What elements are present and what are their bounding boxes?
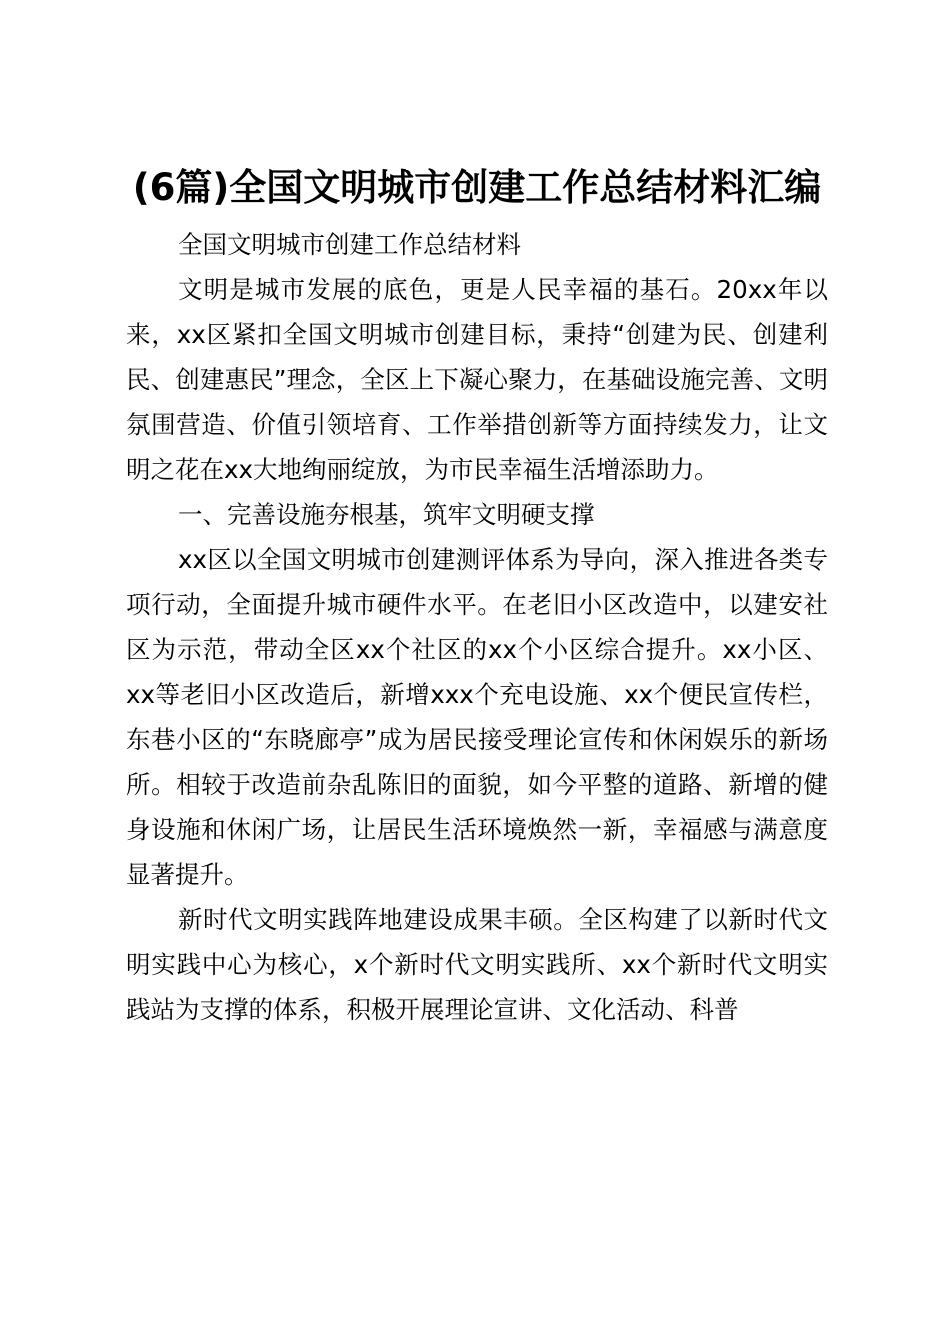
body-paragraph: 新时代文明实践阵地建设成果丰硕。全区构建了以新时代文明实践中心为核心，x个新时代文明实践所、xx个新时代文明实践站为支撑的体系，积极开展理论宣讲、文化活动、科普 <box>126 905 828 1024</box>
subtitle-paragraph: 全国文明城市创建工作总结材料 <box>178 230 521 259</box>
document-title: (6篇)全国文明城市创建工作总结材料汇编 <box>132 166 822 209</box>
section-heading: 一、完善设施夯根基，筑牢文明硬支撑 <box>178 500 595 529</box>
document-body <box>126 222 828 1032</box>
intro-paragraph: 文明是城市发展的底色，更是人民幸福的基石。20xx年以来，xx区紧扣全国文明城市创建目标，秉持“创建为民、创建利民、创建惠民”理念，全区上下凝心聚力，在基础设施完善、文明氛围营造、价值引领培育、工作举措创新等方面持续发力，让文明之花在xx大地绚丽绽放，为市民幸福生活增添助力。 <box>126 275 828 484</box>
body-paragraph: xx区以全国文明城市创建测评体系为导向，深入推进各类专项行动，全面提升城市硬件水平。在老旧小区改造中，以建安社区为示范，带动全区xx个社区的xx个小区综合提升。xx小区、xx等老旧小区改造后，新增xxx个充电设施、xx个便民宣传栏，东巷小区的“东晓廊亭”成为居民接受理论宣传和休闲娱乐的新场所。相较于改造前杂乱陈旧的面貌，如今平整的道路、新增的健身设施和休闲广场，让居民生活环境焕然一新，幸福感与满意度显著提升。 <box>126 545 828 889</box>
